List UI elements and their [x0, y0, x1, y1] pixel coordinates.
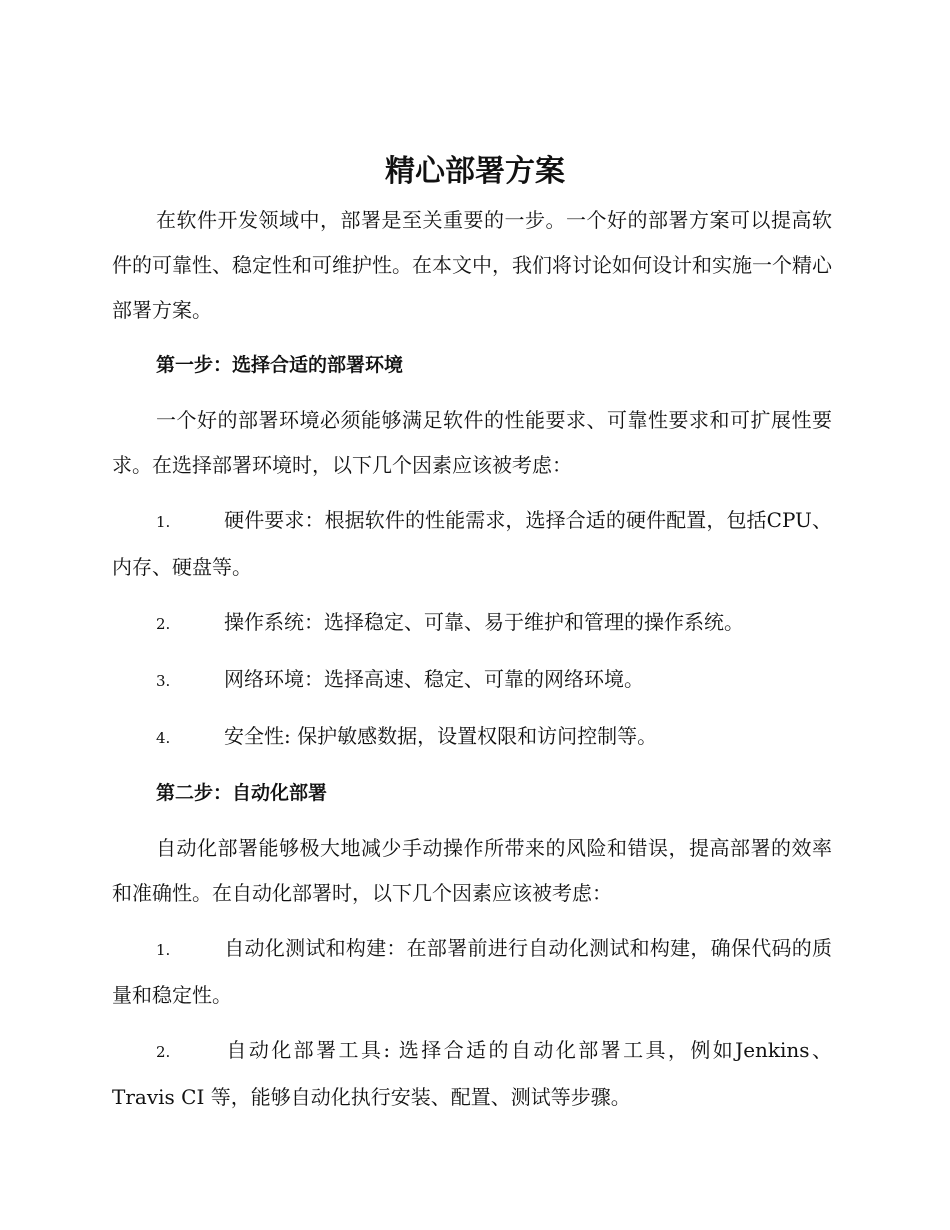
list-text: 自动化部署工具: 选择合适的自动化部署工具，例如Jenkins、Travis CI 等，能够自动化执行安装、配置、测试等步骤。: [112, 1038, 832, 1109]
list-number: 2.: [156, 615, 171, 633]
list-number: 4.: [156, 729, 171, 747]
list-item: [112, 600, 832, 647]
list-item: [112, 657, 832, 704]
section2-heading: 第二步：自动化部署: [156, 782, 328, 804]
list-text: 操作系统：选择稳定、可靠、易于维护和管理的操作系统。: [224, 610, 744, 634]
list-text: 安全性: 保护敏感数据，设置权限和访问控制等。: [224, 724, 658, 748]
section1-heading: 第一步：选择合适的部署环境: [156, 354, 404, 376]
list-number: 3.: [156, 672, 171, 690]
list-number: 2.: [156, 1043, 171, 1061]
list-number: 1.: [156, 513, 171, 531]
list-item: [112, 1028, 832, 1120]
list-text: 网络环境：选择高速、稳定、可靠的网络环境。: [224, 667, 644, 691]
document-body: [112, 198, 832, 1120]
list-number: 1.: [156, 941, 171, 959]
list-text: 自动化测试和构建：在部署前进行自动化测试和构建，确保代码的质量和稳定性。: [112, 936, 832, 1007]
section2-paragraph: 自动化部署能够极大地减少手动操作所带来的风险和错误，提高部署的效率和准确性。在自动化部署时，以下几个因素应该被考虑：: [112, 836, 832, 905]
document-title: 精心部署方案: [385, 154, 565, 189]
list-item: [112, 714, 832, 761]
list-text: 硬件要求：根据软件的性能需求，选择合适的硬件配置，包括CPU、内存、硬盘等。: [112, 508, 832, 579]
intro-paragraph: 在软件开发领域中，部署是至关重要的一步。一个好的部署方案可以提高软件的可靠性、稳定性和可维护性。在本文中，我们将讨论如何设计和实施一个精心部署方案。: [112, 208, 832, 322]
section1-paragraph: 一个好的部署环境必须能够满足软件的性能要求、可靠性要求和可扩展性要求。在选择部署环境时，以下几个因素应该被考虑：: [112, 408, 832, 477]
list-item: [112, 498, 832, 590]
list-item: [112, 926, 832, 1018]
